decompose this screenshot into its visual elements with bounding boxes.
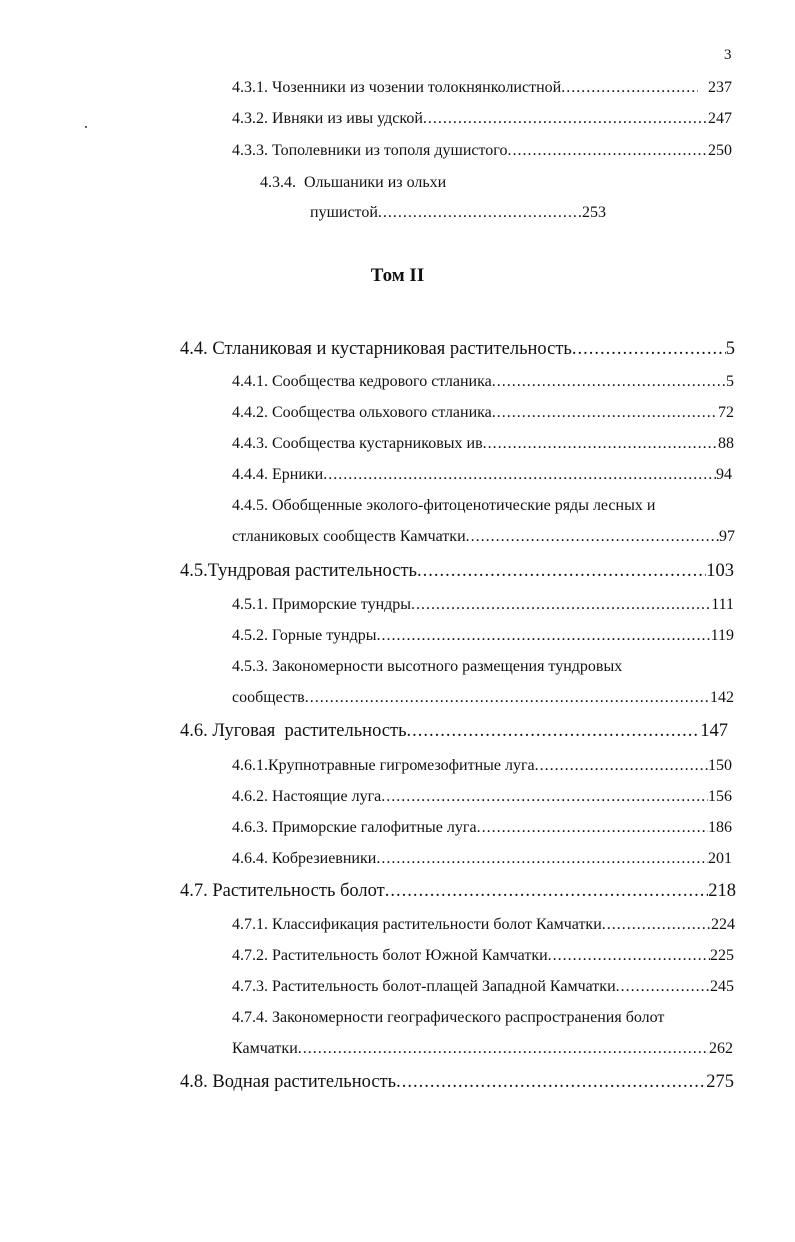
stray-mark <box>85 126 87 128</box>
toc-entry-4-7-3[interactable] <box>232 978 734 996</box>
dot-leader <box>466 528 719 546</box>
entry-page: 103 <box>706 561 734 581</box>
dot-leader <box>548 947 710 965</box>
toc-entry-4-5[interactable] <box>180 561 734 582</box>
entry-text: 4.8. Водная растительность <box>180 1072 397 1092</box>
entry-page: 150 <box>708 757 732 774</box>
toc-entry-4-4-5-line1[interactable]: 4.4.5. Обобщенные эколого-фитоценотические ряды лесных и <box>232 497 656 514</box>
entry-page: 186 <box>708 819 732 836</box>
entry-page: 253 <box>582 204 606 221</box>
dot-leader <box>492 373 726 391</box>
toc-entry-4-5-3[interactable] <box>232 689 734 707</box>
entry-text: 4.7. Растительность болот <box>180 881 385 901</box>
entry-page: 245 <box>710 978 734 995</box>
entry-page: 94 <box>716 466 732 483</box>
toc-entry-4-3-4[interactable] <box>310 204 606 222</box>
dot-leader <box>377 627 711 645</box>
entry-text: 4.3.3. Тополевники из тополя душистого <box>232 142 508 159</box>
toc-entry-4-5-1[interactable] <box>232 596 734 614</box>
entry-text: 4.4.3. Сообщества кустарниковых ив <box>232 435 483 452</box>
toc-entry-4-6-3[interactable] <box>232 819 732 837</box>
entry-page: 72 <box>718 404 734 421</box>
toc-entry-4-6-1[interactable] <box>232 757 732 775</box>
entry-page: 225 <box>710 947 734 964</box>
toc-entry-4-4-2[interactable] <box>232 404 734 422</box>
entry-text: 4.6.3. Приморские галофитные луга <box>232 819 477 836</box>
toc-entry-4-3-1[interactable] <box>232 79 732 97</box>
entry-page: 142 <box>710 689 734 706</box>
entry-page: 88 <box>718 435 734 452</box>
entry-page: 247 <box>708 110 732 127</box>
dot-leader <box>396 1072 706 1093</box>
entry-page: 5 <box>726 373 734 390</box>
dot-leader <box>477 819 708 837</box>
dot-leader <box>323 466 716 484</box>
entry-page: 224 <box>711 916 735 933</box>
entry-text: 4.6.2. Настоящие луга <box>232 788 382 805</box>
entry-page: 250 <box>708 142 732 159</box>
entry-page: 275 <box>706 1072 734 1092</box>
toc-entry-4-6-2[interactable] <box>232 788 732 806</box>
dot-leader <box>492 404 718 422</box>
entry-text: 4.5.Тундровая растительность <box>180 561 417 581</box>
toc-entry-4-4-3[interactable] <box>232 435 734 453</box>
entry-text: пушистой <box>310 204 378 221</box>
dot-leader <box>385 881 709 902</box>
entry-text: стланиковых сообществ Камчатки <box>232 528 466 545</box>
toc-entry-4-7-4[interactable] <box>232 1040 733 1058</box>
entry-page: 111 <box>711 596 734 613</box>
entry-text: 4.6.1.Крупнотравные гигромезофитные луга <box>232 757 535 774</box>
toc-entry-4-4-5[interactable] <box>232 528 735 546</box>
toc-entry-4-8[interactable] <box>180 1072 734 1093</box>
entry-page: 201 <box>708 850 732 867</box>
entry-page: 156 <box>708 788 732 805</box>
dot-leader <box>616 978 710 996</box>
toc-entry-4-3-4-line1[interactable]: 4.3.4. Ольшаники из ольхи <box>260 174 447 191</box>
toc-entry-4-3-3[interactable] <box>232 142 732 160</box>
entry-text: Камчатки <box>232 1040 298 1057</box>
toc-entry-4-4[interactable] <box>180 339 735 360</box>
entry-text: 4.4.4. Ерники <box>232 466 324 483</box>
dot-leader <box>378 204 582 222</box>
dot-leader <box>376 850 708 868</box>
toc-entry-4-4-4[interactable] <box>232 466 732 484</box>
entry-page: 119 <box>710 627 734 644</box>
entry-text: 4.3.2. Ивняки из ивы удской <box>232 110 423 127</box>
toc-entry-4-4-1[interactable] <box>232 373 734 391</box>
entry-text: 4.4.1. Сообщества кедрового стланика <box>232 373 492 390</box>
dot-leader <box>602 916 711 934</box>
entry-text: 4.7.3. Растительность болот-плащей Западной Камчатки <box>232 978 616 995</box>
dot-leader <box>417 561 706 582</box>
entry-text: 4.7.2. Растительность болот Южной Камчатки <box>232 947 548 964</box>
toc-entry-4-7-4-line1[interactable]: 4.7.4. Закономерности географического распространения болот <box>232 1009 665 1026</box>
dot-leader <box>561 79 698 97</box>
entry-text: 4.5.1. Приморские тундры <box>232 596 412 613</box>
dot-leader <box>411 596 711 614</box>
toc-entry-4-5-2[interactable] <box>232 627 734 645</box>
volume-title: Том II <box>370 265 425 286</box>
dot-leader <box>483 435 718 453</box>
entry-page: 5 <box>725 339 735 359</box>
toc-entry-4-7-2[interactable] <box>232 947 734 965</box>
dot-leader <box>572 339 726 360</box>
entry-page: 147 <box>700 721 728 741</box>
toc-entry-4-7[interactable] <box>180 881 736 902</box>
toc-entry-4-7-1[interactable] <box>232 916 735 934</box>
dot-leader <box>298 1040 709 1058</box>
toc-entry-4-6[interactable] <box>180 721 728 742</box>
entry-page: 218 <box>708 881 736 901</box>
entry-text: 4.6. Луговая растительность <box>180 721 407 741</box>
dot-leader <box>535 757 708 775</box>
entry-text: 4.7.1. Классификация растительности болот Камчатки <box>232 916 602 933</box>
toc-entry-4-5-3-line1[interactable]: 4.5.3. Закономерности высотного размещения тундровых <box>232 658 623 675</box>
entry-text: 4.4.2. Сообщества ольхового стланика <box>232 404 492 421</box>
dot-leader <box>507 142 708 160</box>
entry-page: 262 <box>709 1040 733 1057</box>
toc-entry-4-3-2[interactable] <box>232 110 732 128</box>
entry-page: 237 <box>708 79 732 96</box>
entry-text: 4.5.2. Горные тундры <box>232 627 377 644</box>
entry-text: 4.6.4. Кобрезиевники <box>232 850 377 867</box>
page-number: 3 <box>724 47 732 63</box>
toc-entry-4-6-4[interactable] <box>232 850 732 868</box>
entry-page: 97 <box>719 528 735 545</box>
dot-leader <box>423 110 708 128</box>
dot-leader <box>305 689 710 707</box>
entry-text: 4.4. Стланиковая и кустарниковая растительность <box>180 339 572 359</box>
dot-leader <box>381 788 708 806</box>
dot-leader <box>407 721 701 742</box>
entry-text: 4.3.1. Чозенники из чозении толокнянколистной <box>232 79 562 96</box>
entry-text: сообществ <box>232 689 305 706</box>
